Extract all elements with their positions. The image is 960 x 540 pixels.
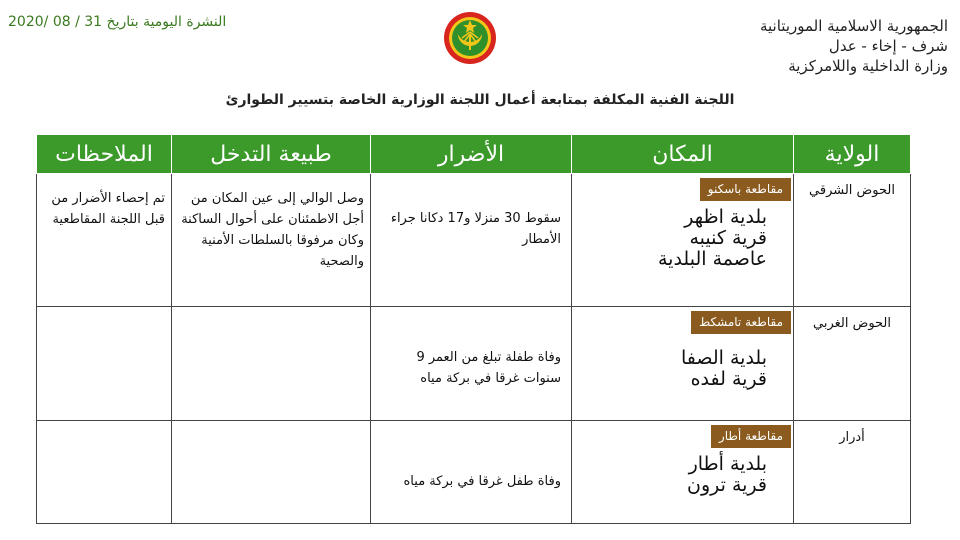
wilaya-cell: الحوض الغربي [794,307,911,421]
place-cell [572,420,794,523]
republic-name: الجمهورية الاسلامية الموريتانية [759,17,948,35]
place-line: بلدية أطار [688,452,767,475]
wilaya-cell: الحوض الشرقي [794,174,911,307]
letterhead [760,16,948,76]
damage-cell: وفاة طفل غرقا في بركة مياه [371,420,572,523]
table-row [37,307,911,421]
place-line: قرية ترون [687,473,767,496]
place-cell [572,174,794,307]
place-line: قرية كنيبه [689,227,767,249]
national-emblem-icon [438,10,502,66]
notes-cell [37,307,172,421]
column-header-notes: الملاحظات [37,135,172,174]
wilaya-cell: أدرار [794,420,911,523]
damage-cell: وفاة طفلة تبلغ من العمر 9 سنوات غرقا في بركة مياه [371,307,572,421]
damage-report-table [36,134,911,524]
bulletin-date: النشرة اليومية بتاريخ 31 / 08 /2020 [8,14,227,30]
national-motto: شرف - إخاء - عدل [828,37,948,55]
moughataa-badge: مقاطعة أطار [711,425,791,448]
column-header-wilaya: الولاية [794,135,911,174]
intervention-cell: وصل الوالي إلى عين المكان من أجل الاطمئنان على أحوال الساكنة وكان مرفوقا بالسلطات الأمنية والصحية [172,174,371,307]
ministry-name: وزارة الداخلية واللامركزية [788,57,948,75]
place-line: قرية لفده [690,368,767,391]
intervention-cell [172,307,371,421]
table-row [37,174,911,307]
table-header-row [37,135,911,174]
place-line: بلدية اظهر [684,206,767,228]
intervention-cell [172,420,371,523]
moughataa-badge: مقاطعة باسكنو [700,178,791,201]
notes-cell [37,420,172,523]
column-header-damage: الأضرار [371,135,572,174]
committee-title: اللجنة الفنية المكلفة بمتابعة أعمال اللجنة الوزارية الخاصة بتسيير الطوارئ [225,92,735,108]
column-header-place: المكان [572,135,794,174]
place-line: بلدية الصفا [680,347,767,370]
place-cell [572,307,794,421]
damage-cell: سقوط 30 منزلا و17 دكانا جراء الأمطار [371,174,572,307]
notes-cell: تم إحصاء الأضرار من قبل اللجنة المقاطعية [37,174,172,307]
column-header-intervention: طبيعة التدخل [172,135,371,174]
place-line: عاصمة البلدية [657,248,767,270]
moughataa-badge: مقاطعة تامشكط [691,311,791,334]
table-row [37,420,911,523]
